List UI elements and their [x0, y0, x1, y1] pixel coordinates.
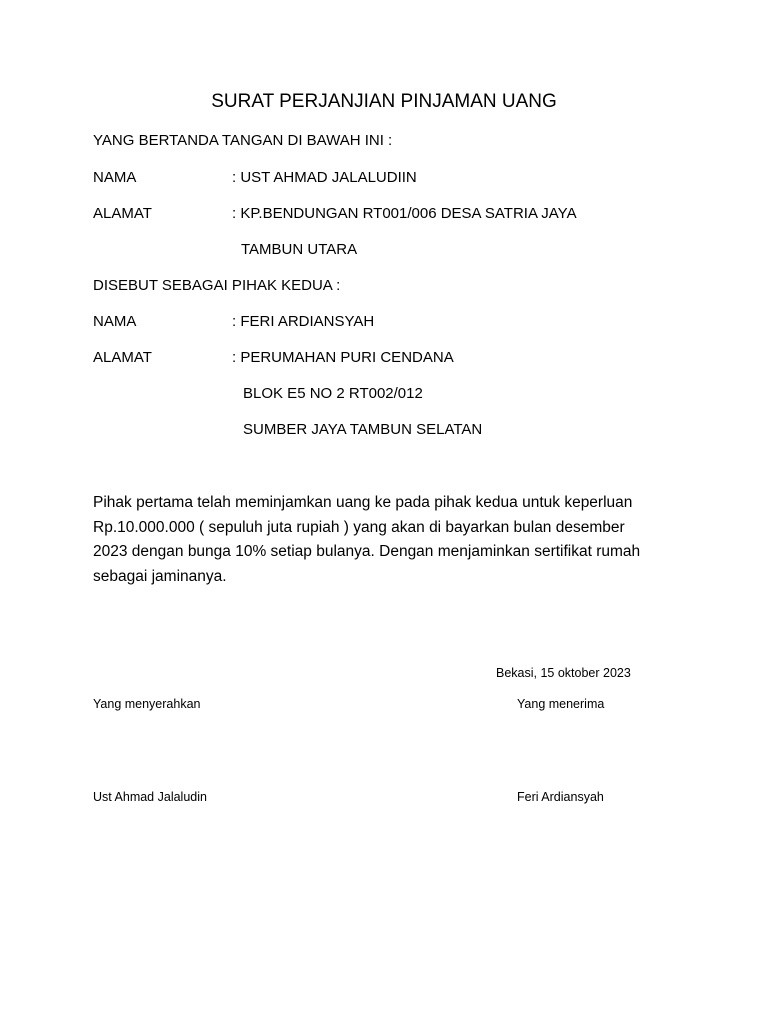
- party-one-name-value: : UST AHMAD JALALUDIIN: [232, 169, 417, 186]
- receiver-role-label: Yang menerima: [517, 697, 605, 711]
- place-date: Bekasi, 15 oktober 2023: [496, 666, 631, 680]
- party-one-address-label: ALAMAT: [93, 205, 152, 222]
- intro-text: YANG BERTANDA TANGAN DI BAWAH INI :: [93, 132, 393, 149]
- party-two-intro: DISEBUT SEBAGAI PIHAK KEDUA :: [93, 277, 341, 294]
- party-two-address-line2: BLOK E5 NO 2 RT002/012: [243, 385, 423, 402]
- party-two-address-line1: : PERUMAHAN PURI CENDANA: [232, 349, 454, 366]
- party-two-name-value: : FERI ARDIANSYAH: [232, 313, 375, 330]
- giver-role-label: Yang menyerahkan: [93, 697, 201, 711]
- party-two-address-line3: SUMBER JAYA TAMBUN SELATAN: [243, 421, 483, 438]
- receiver-signature-name: Feri Ardiansyah: [517, 790, 604, 804]
- party-two-address-label: ALAMAT: [93, 349, 152, 366]
- party-one-address-line1: : KP.BENDUNGAN RT001/006 DESA SATRIA JAYA: [232, 205, 577, 222]
- paragraph-line: sebagai jaminanya.: [93, 567, 227, 585]
- document-title: SURAT PERJANJIAN PINJAMAN UANG: [211, 91, 557, 112]
- paragraph-line: 2023 dengan bunga 10% setiap bulanya. Dengan menjaminkan sertifikat rumah: [93, 543, 641, 560]
- party-two-name-label: NAMA: [93, 313, 137, 330]
- party-one-name-label: NAMA: [93, 169, 137, 186]
- paragraph-line: Rp.10.000.000 ( sepuluh juta rupiah ) yang akan di bayarkan bulan desember: [93, 518, 625, 536]
- paragraph-line: Pihak pertama telah meminjamkan uang ke pada pihak kedua untuk keperluan: [93, 494, 633, 511]
- giver-signature-name: Ust Ahmad Jalaludin: [93, 790, 207, 804]
- agreement-paragraph: [93, 491, 693, 589]
- party-one-address-line2: TAMBUN UTARA: [241, 241, 358, 258]
